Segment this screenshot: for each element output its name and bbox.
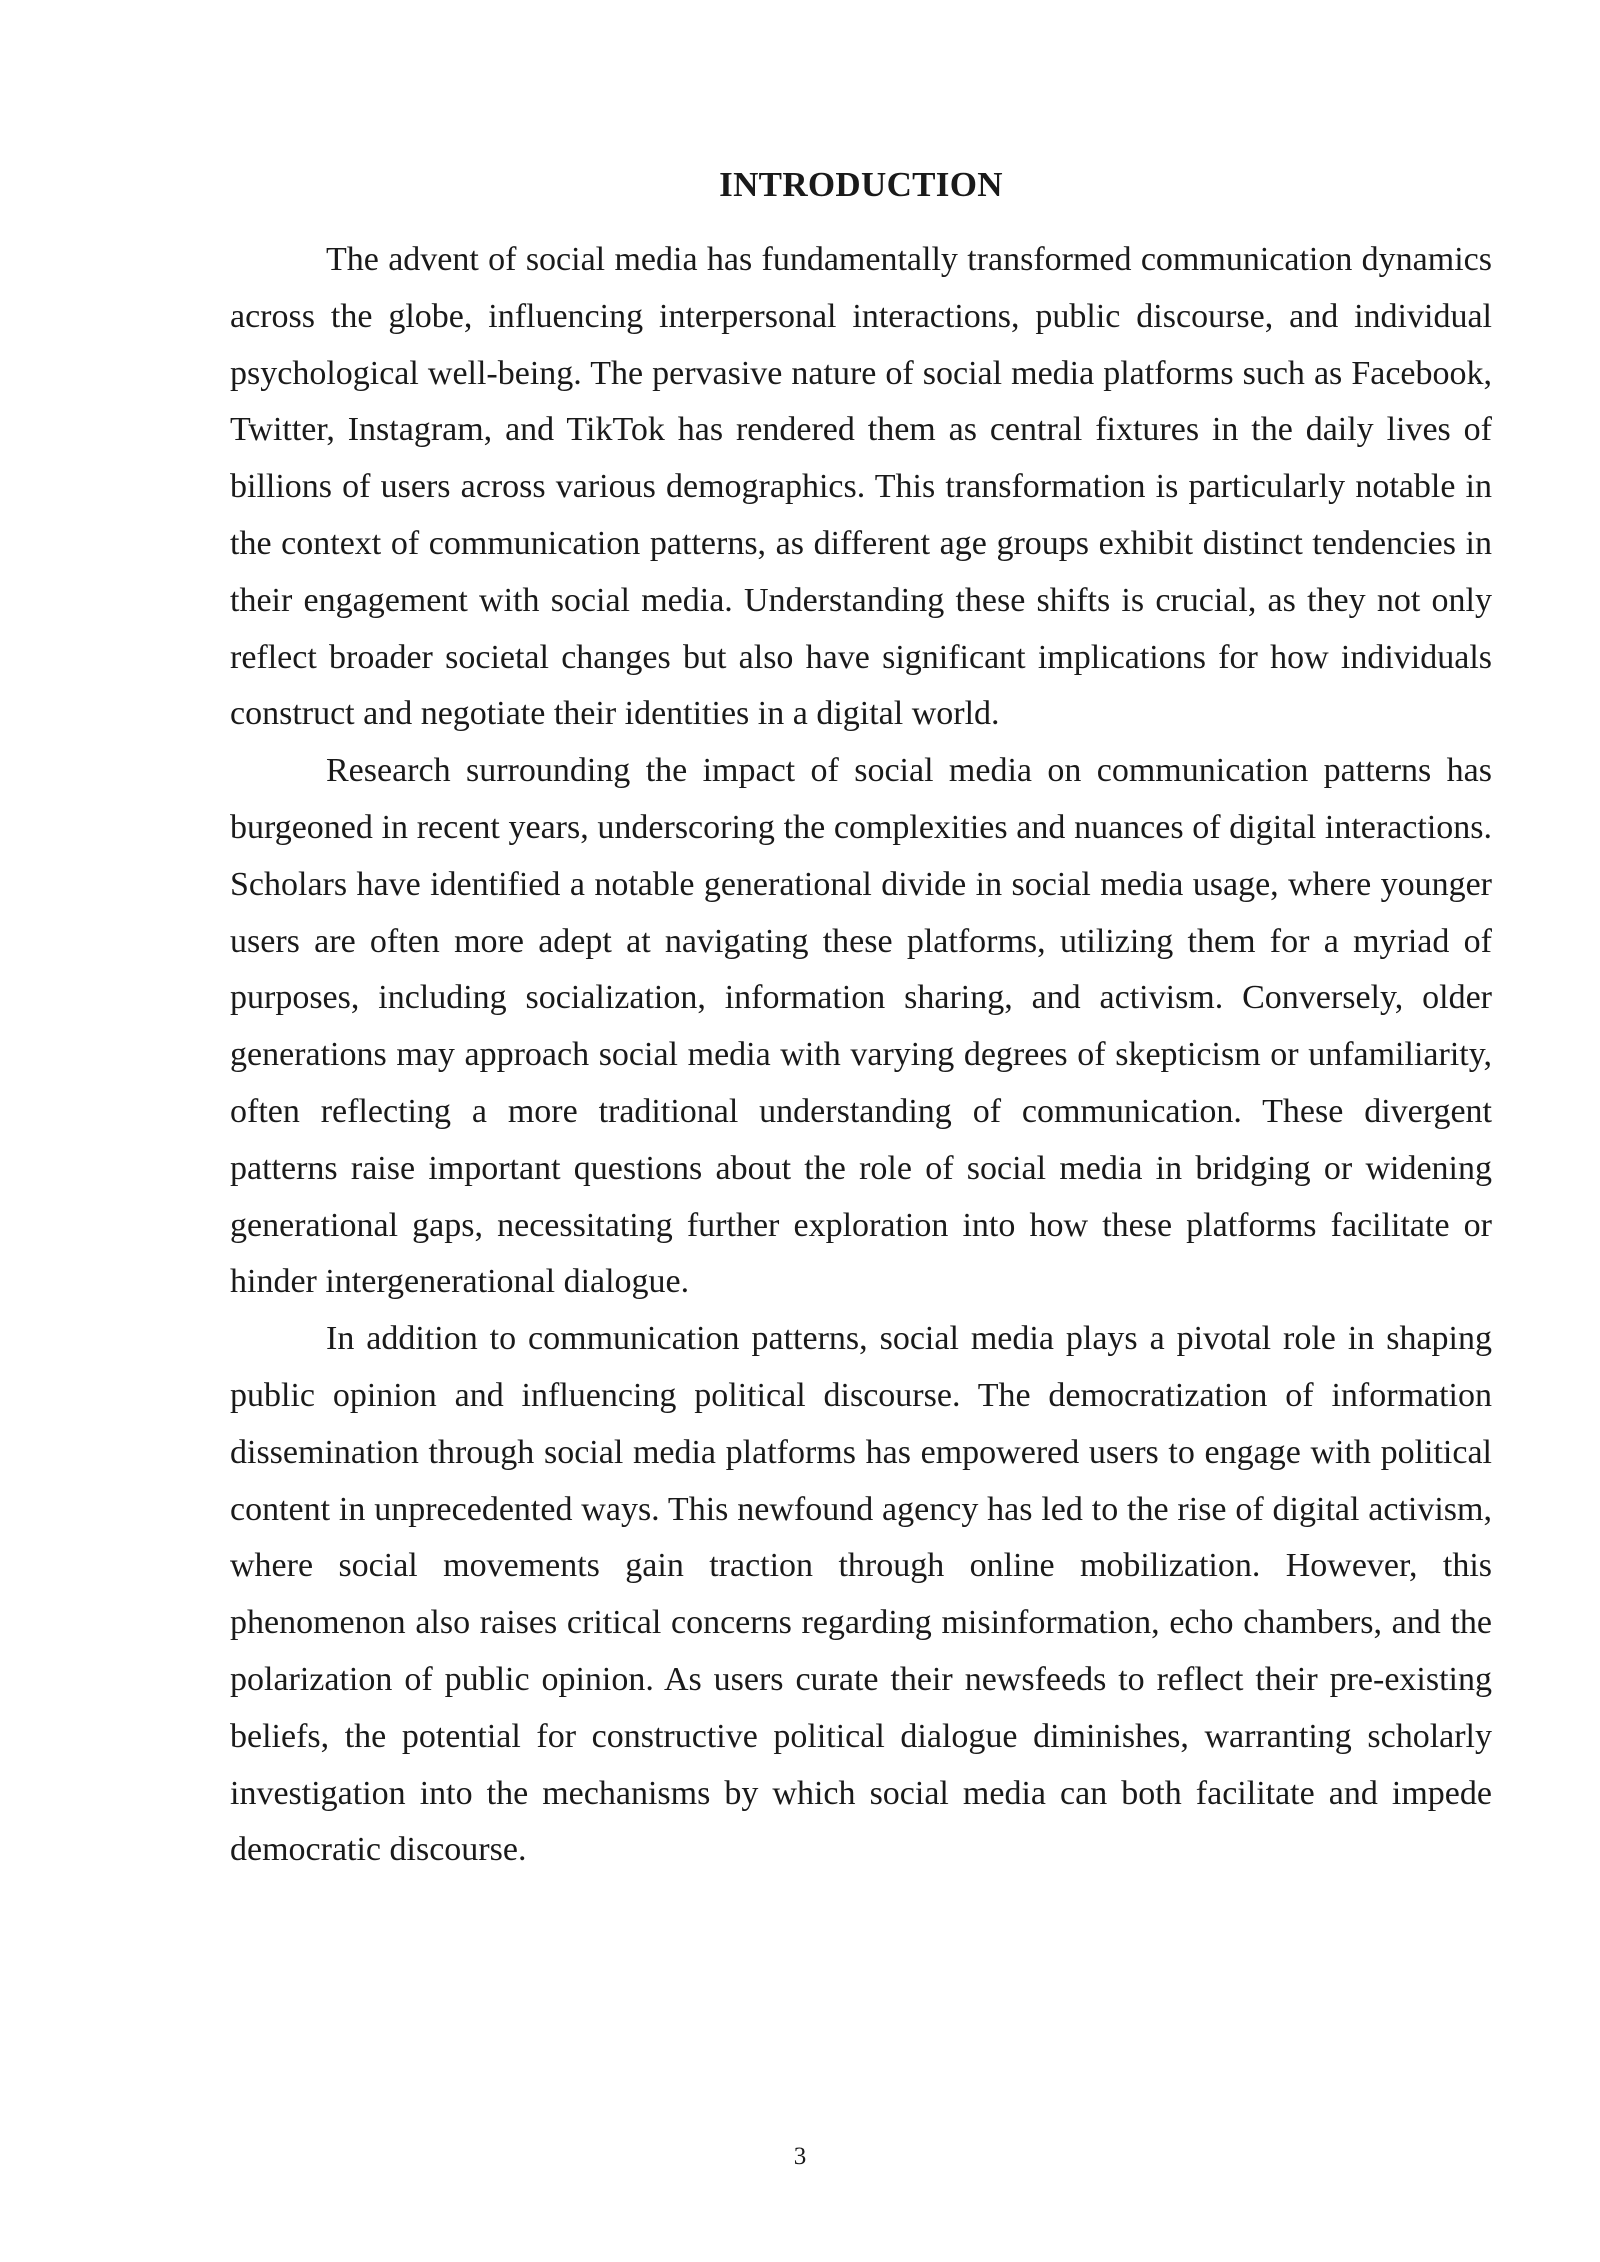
page-content — [230, 160, 1492, 1879]
paragraph: In addition to communication patterns, social media plays a pivotal role in shaping public opinion and influencing political discourse. The democratization of information dissemination through social media platforms has empowered users to engage with political content in unprecedented ways. This newfound agency has led to the rise of digital activism, where social movements gain traction through online mobilization. However, this phenomenon also raises critical concerns regarding misinformation, echo chambers, and the polarization of public opinion. As users curate their newsfeeds to reflect their pre-existing beliefs, the potential for constructive political dialogue diminishes, warranting scholarly investigation into the mechanisms by which social media can both facilitate and impede democratic discourse. — [230, 1320, 1492, 1869]
page-number: 3 — [793, 2143, 807, 2170]
paragraph: The advent of social media has fundamentally transformed communication dynamics across the globe, influencing interpersonal interactions, public discourse, and individual psychological well-being. The pervasive nature of social media platforms such as Facebook, Twitter, Instagram, and TikTok has rendered them as central fixtures in the daily lives of billions of users across various demographics. This transformation is particularly notable in the context of communication patterns, as different age groups exhibit distinct tendencies in their engagement with social media. Understanding these shifts is crucial, as they not only reflect broader societal changes but also have significant implications for how individuals construct and negotiate their identities in a digital world. — [230, 241, 1492, 733]
section-title: INTRODUCTION — [719, 165, 1003, 204]
paragraph: Research surrounding the impact of social media on communication patterns has burgeoned in recent years, underscoring the complexities and nuances of digital interactions. Scholars have identified a notable generational divide in social media usage, where younger users are often more adept at navigating these platforms, utilizing them for a myriad of purposes, including socialization, information sharing, and activism. Conversely, older generations may approach social media with varying degrees of skepticism or unfamiliarity, often reflecting a more traditional understanding of communication. These divergent patterns raise important questions about the role of social media in bridging or widening generational gaps, necessitating further exploration into how these platforms facilitate or hinder intergenerational dialogue. — [230, 752, 1492, 1301]
